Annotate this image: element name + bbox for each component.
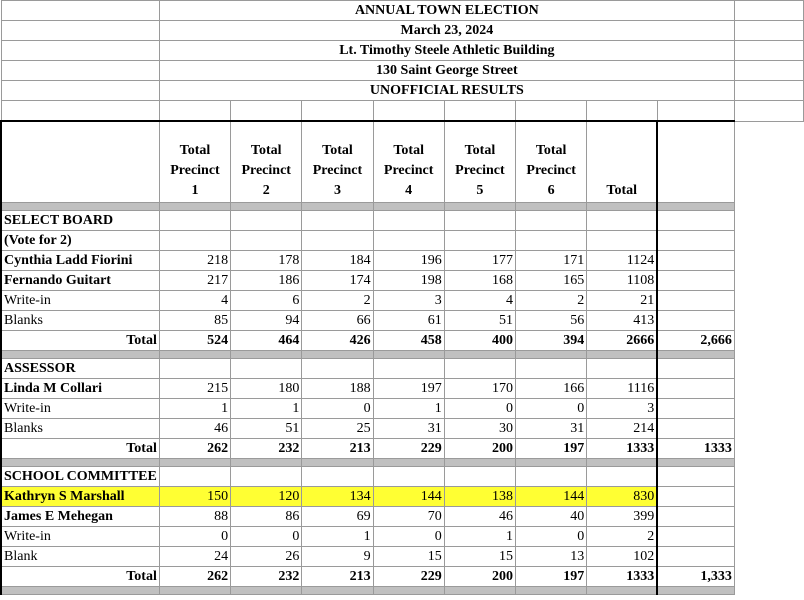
blank-cell — [373, 467, 444, 487]
blank-cell — [587, 467, 657, 487]
vote-count: 24 — [159, 547, 230, 567]
column-header-line: Total — [464, 143, 496, 158]
blank-cell — [1, 121, 159, 203]
candidate-name: Blanks — [1, 311, 159, 331]
separator-cell — [516, 459, 587, 467]
blank-cell — [657, 251, 734, 271]
precinct-total: 400 — [444, 331, 515, 351]
separator-cell — [302, 459, 373, 467]
blank-cell — [734, 61, 803, 81]
blank-cell — [657, 121, 734, 203]
blank-cell — [587, 359, 657, 379]
separator-cell — [159, 459, 230, 467]
precinct-total: 426 — [302, 331, 373, 351]
separator-cell — [373, 203, 444, 211]
blank-cell — [373, 211, 444, 231]
blank-cell — [231, 101, 302, 122]
column-header-line: Total — [535, 143, 567, 158]
blank-cell — [587, 211, 657, 231]
candidate-row — [1, 419, 804, 439]
header-row — [1, 41, 804, 61]
blank-cell — [657, 271, 734, 291]
separator-cell — [231, 351, 302, 359]
blank-cell — [657, 351, 734, 359]
vote-count: 46 — [444, 507, 515, 527]
separator-cell — [516, 351, 587, 359]
separator-cell — [302, 351, 373, 359]
precinct-total: 200 — [444, 567, 515, 587]
blank-cell — [657, 311, 734, 331]
vote-count: 0 — [231, 527, 302, 547]
blank-cell — [373, 231, 444, 251]
column-header-line: Precinct — [312, 163, 363, 178]
precinct-total: 229 — [373, 567, 444, 587]
blank-cell — [444, 467, 515, 487]
vote-count: 150 — [159, 487, 230, 507]
total-label: Total — [1, 439, 159, 459]
vote-count: 166 — [516, 379, 587, 399]
vote-count: 184 — [302, 251, 373, 271]
separator-cell — [1, 203, 159, 211]
total-label: Total — [1, 331, 159, 351]
blank-cell — [657, 291, 734, 311]
candidate-total: 21 — [587, 291, 657, 311]
separator-row — [1, 203, 804, 211]
candidate-name: Write-in — [1, 291, 159, 311]
vote-count: 4 — [444, 291, 515, 311]
section-title-row — [1, 359, 804, 379]
blank-cell — [516, 359, 587, 379]
section-title: SELECT BOARD — [1, 211, 159, 231]
separator-cell — [587, 459, 657, 467]
separator-row — [1, 351, 804, 359]
candidate-total: 214 — [587, 419, 657, 439]
separator-cell — [1, 351, 159, 359]
vote-count: 180 — [231, 379, 302, 399]
column-header-line: Total — [322, 143, 353, 158]
precinct-total: 229 — [373, 439, 444, 459]
candidate-name: Blanks — [1, 419, 159, 439]
blank-cell — [302, 467, 373, 487]
section-title-row — [1, 211, 804, 231]
column-header-line: Total — [393, 143, 424, 158]
blank-cell — [516, 211, 587, 231]
vote-count: 0 — [516, 527, 587, 547]
total-row — [1, 567, 804, 587]
column-header-line: Total — [250, 143, 282, 158]
vote-count: 61 — [373, 311, 444, 331]
precinct-total: 458 — [373, 331, 444, 351]
separator-cell — [302, 587, 373, 595]
separator-cell — [587, 351, 657, 359]
candidate-name: James E Mehegan — [1, 507, 159, 527]
vote-count: 26 — [231, 547, 302, 567]
header-row — [1, 1, 804, 21]
vote-count: 30 — [444, 419, 515, 439]
blank-cell — [657, 419, 734, 439]
candidate-row — [1, 291, 804, 311]
vote-count: 4 — [159, 291, 230, 311]
vote-count: 88 — [159, 507, 230, 527]
candidate-row — [1, 547, 804, 567]
vote-count: 217 — [159, 271, 230, 291]
section-title: SCHOOL COMMITTEE — [1, 467, 159, 487]
vote-count: 197 — [373, 379, 444, 399]
grand-total: 1333 — [587, 439, 657, 459]
column-header-total: Total — [587, 121, 657, 203]
section-title: ASSESSOR — [1, 359, 159, 379]
separator-row — [1, 459, 804, 467]
vote-count: 171 — [516, 251, 587, 271]
candidate-name: Write-in — [1, 527, 159, 547]
header-row — [1, 81, 804, 101]
blank-cell — [159, 467, 230, 487]
separator-cell — [231, 459, 302, 467]
vote-count: 46 — [159, 419, 230, 439]
blank-cell — [302, 359, 373, 379]
column-header-p4 — [373, 121, 444, 203]
vote-count: 3 — [373, 291, 444, 311]
candidate-row — [1, 271, 804, 291]
blank-cell — [1, 21, 159, 41]
candidate-row — [1, 311, 804, 331]
precinct-total: 213 — [302, 439, 373, 459]
separator-cell — [587, 587, 657, 595]
vote-count: 1 — [302, 527, 373, 547]
vote-count: 94 — [231, 311, 302, 331]
blank-cell — [444, 231, 515, 251]
blank-cell — [734, 81, 803, 101]
column-header-p3 — [302, 121, 373, 203]
vote-count: 0 — [302, 399, 373, 419]
column-header-line: Precinct — [241, 163, 291, 178]
vote-count: 198 — [373, 271, 444, 291]
blank-cell — [516, 231, 587, 251]
vote-count: 188 — [302, 379, 373, 399]
side-total: 2,666 — [657, 331, 734, 351]
precinct-total: 262 — [159, 439, 230, 459]
vote-count: 0 — [444, 399, 515, 419]
side-total: 1,333 — [657, 567, 734, 587]
blank-cell — [302, 231, 373, 251]
column-header-line: 3 — [333, 183, 341, 198]
blank-cell — [657, 379, 734, 399]
vote-count: 186 — [231, 271, 302, 291]
separator-cell — [302, 203, 373, 211]
precinct-total: 232 — [231, 439, 302, 459]
blank-cell — [1, 101, 159, 122]
blank-cell — [587, 101, 657, 122]
blank-cell — [159, 359, 230, 379]
separator-cell — [516, 587, 587, 595]
precinct-total: 524 — [159, 331, 230, 351]
vote-count: 6 — [231, 291, 302, 311]
vote-count: 31 — [373, 419, 444, 439]
candidate-row — [1, 399, 804, 419]
blank-cell — [734, 21, 803, 41]
vote-count: 86 — [231, 507, 302, 527]
total-row — [1, 439, 804, 459]
candidate-total: 830 — [587, 487, 657, 507]
precinct-total: 197 — [516, 567, 587, 587]
precinct-total: 200 — [444, 439, 515, 459]
separator-cell — [159, 587, 230, 595]
vote-count: 168 — [444, 271, 515, 291]
column-header-line: Precinct — [383, 163, 434, 178]
blank-cell — [516, 101, 587, 122]
vote-count: 70 — [373, 507, 444, 527]
blank-cell — [657, 587, 734, 595]
vote-count: 13 — [516, 547, 587, 567]
candidate-row — [1, 379, 804, 399]
vote-count: 31 — [516, 419, 587, 439]
separator-cell — [159, 351, 230, 359]
column-header-line: 1 — [191, 183, 199, 198]
column-header-row — [1, 121, 804, 203]
precinct-total: 213 — [302, 567, 373, 587]
candidate-row — [1, 527, 804, 547]
separator-cell — [373, 459, 444, 467]
separator-cell — [373, 587, 444, 595]
vote-count: 2 — [516, 291, 587, 311]
blank-cell — [1, 61, 159, 81]
column-header-line: Precinct — [526, 163, 576, 178]
column-header-line: Precinct — [455, 163, 505, 178]
blank-cell — [657, 547, 734, 567]
blank-cell — [302, 211, 373, 231]
separator-cell — [516, 203, 587, 211]
blank-cell — [657, 231, 734, 251]
blank-cell — [734, 41, 803, 61]
blank-cell — [657, 359, 734, 379]
blank-cell — [159, 211, 230, 231]
separator-cell — [444, 351, 515, 359]
blank-cell — [159, 231, 230, 251]
section-title: (Vote for 2) — [1, 231, 159, 251]
blank-cell — [444, 359, 515, 379]
separator-cell — [444, 587, 515, 595]
header-line1: ANNUAL TOWN ELECTION — [159, 1, 734, 21]
vote-count: 1 — [231, 399, 302, 419]
column-header-line: 2 — [262, 183, 270, 198]
vote-count: 0 — [516, 399, 587, 419]
candidate-name: Cynthia Ladd Fiorini — [1, 251, 159, 271]
blank-cell — [302, 101, 373, 122]
total-label: Total — [1, 567, 159, 587]
blank-cell — [657, 211, 734, 231]
precinct-total: 464 — [231, 331, 302, 351]
blank-cell — [1, 1, 159, 21]
separator-cell — [1, 459, 159, 467]
candidate-total: 413 — [587, 311, 657, 331]
column-header-p5 — [444, 121, 515, 203]
grand-total: 2666 — [587, 331, 657, 351]
blank-cell — [657, 101, 734, 122]
blank-cell — [516, 467, 587, 487]
column-header-p2 — [231, 121, 302, 203]
vote-count: 69 — [302, 507, 373, 527]
column-header-p6 — [516, 121, 587, 203]
column-header-line: 5 — [476, 183, 484, 198]
candidate-total: 1108 — [587, 271, 657, 291]
candidate-total: 102 — [587, 547, 657, 567]
separator-cell — [444, 459, 515, 467]
vote-count: 174 — [302, 271, 373, 291]
blank-cell — [1, 41, 159, 61]
blank-cell — [657, 467, 734, 487]
vote-count: 1 — [373, 399, 444, 419]
separator-cell — [1, 587, 159, 595]
vote-count: 0 — [373, 527, 444, 547]
separator-cell — [444, 203, 515, 211]
vote-count: 15 — [444, 547, 515, 567]
blank-cell — [231, 359, 302, 379]
column-header-p1 — [159, 121, 230, 203]
precinct-total: 262 — [159, 567, 230, 587]
precinct-total: 232 — [231, 567, 302, 587]
section-title-row — [1, 231, 804, 251]
candidate-total: 2 — [587, 527, 657, 547]
candidate-name: Linda M Collari — [1, 379, 159, 399]
vote-count: 215 — [159, 379, 230, 399]
spacer-row — [1, 101, 804, 122]
grand-total: 1333 — [587, 567, 657, 587]
vote-count: 85 — [159, 311, 230, 331]
blank-cell — [657, 507, 734, 527]
header-row — [1, 21, 804, 41]
candidate-total: 1116 — [587, 379, 657, 399]
blank-cell — [657, 399, 734, 419]
candidate-total: 1124 — [587, 251, 657, 271]
separator-cell — [373, 351, 444, 359]
separator-cell — [159, 203, 230, 211]
candidate-name: Write-in — [1, 399, 159, 419]
blank-cell — [373, 101, 444, 122]
candidate-total: 3 — [587, 399, 657, 419]
blank-cell — [444, 211, 515, 231]
vote-count: 218 — [159, 251, 230, 271]
blank-cell — [657, 203, 734, 211]
vote-count: 144 — [516, 487, 587, 507]
vote-count: 165 — [516, 271, 587, 291]
vote-count: 178 — [231, 251, 302, 271]
column-header-line: 6 — [547, 183, 555, 198]
header-line5: UNOFFICIAL RESULTS — [159, 81, 734, 101]
precinct-total: 197 — [516, 439, 587, 459]
blank-cell — [373, 359, 444, 379]
vote-count: 51 — [231, 419, 302, 439]
side-total: 1333 — [657, 439, 734, 459]
candidate-name: Kathryn S Marshall — [1, 487, 159, 507]
blank-cell — [231, 211, 302, 231]
blank-cell — [231, 231, 302, 251]
blank-cell — [657, 487, 734, 507]
candidate-name: Fernando Guitart — [1, 271, 159, 291]
separator-cell — [231, 203, 302, 211]
vote-count: 196 — [373, 251, 444, 271]
blank-cell — [734, 101, 803, 122]
vote-count: 2 — [302, 291, 373, 311]
vote-count: 0 — [159, 527, 230, 547]
header-line3: Lt. Timothy Steele Athletic Building — [159, 41, 734, 61]
vote-count: 40 — [516, 507, 587, 527]
blank-cell — [1, 81, 159, 101]
blank-cell — [231, 467, 302, 487]
vote-count: 15 — [373, 547, 444, 567]
header-line4: 130 Saint George Street — [159, 61, 734, 81]
blank-cell — [159, 101, 230, 122]
vote-count: 144 — [373, 487, 444, 507]
candidate-row — [1, 251, 804, 271]
vote-count: 170 — [444, 379, 515, 399]
vote-count: 56 — [516, 311, 587, 331]
vote-count: 9 — [302, 547, 373, 567]
vote-count: 66 — [302, 311, 373, 331]
candidate-total: 399 — [587, 507, 657, 527]
total-row — [1, 331, 804, 351]
column-header-line: Precinct — [170, 163, 220, 178]
precinct-total: 394 — [516, 331, 587, 351]
vote-count: 25 — [302, 419, 373, 439]
candidate-row — [1, 487, 804, 507]
blank-cell — [657, 459, 734, 467]
vote-count: 177 — [444, 251, 515, 271]
blank-cell — [657, 527, 734, 547]
blank-cell — [444, 101, 515, 122]
vote-count: 51 — [444, 311, 515, 331]
separator-cell — [231, 587, 302, 595]
vote-count: 1 — [444, 527, 515, 547]
vote-count: 138 — [444, 487, 515, 507]
vote-count: 134 — [302, 487, 373, 507]
header-row — [1, 61, 804, 81]
separator-cell — [587, 203, 657, 211]
candidate-name: Blank — [1, 547, 159, 567]
vote-count: 120 — [231, 487, 302, 507]
separator-row — [1, 587, 804, 595]
blank-cell — [734, 1, 803, 21]
section-title-row — [1, 467, 804, 487]
vote-count: 1 — [159, 399, 230, 419]
blank-cell — [587, 231, 657, 251]
column-header-line: Total — [179, 143, 211, 158]
header-line2: March 23, 2024 — [159, 21, 734, 41]
column-header-line: 4 — [405, 183, 413, 198]
candidate-row — [1, 507, 804, 527]
